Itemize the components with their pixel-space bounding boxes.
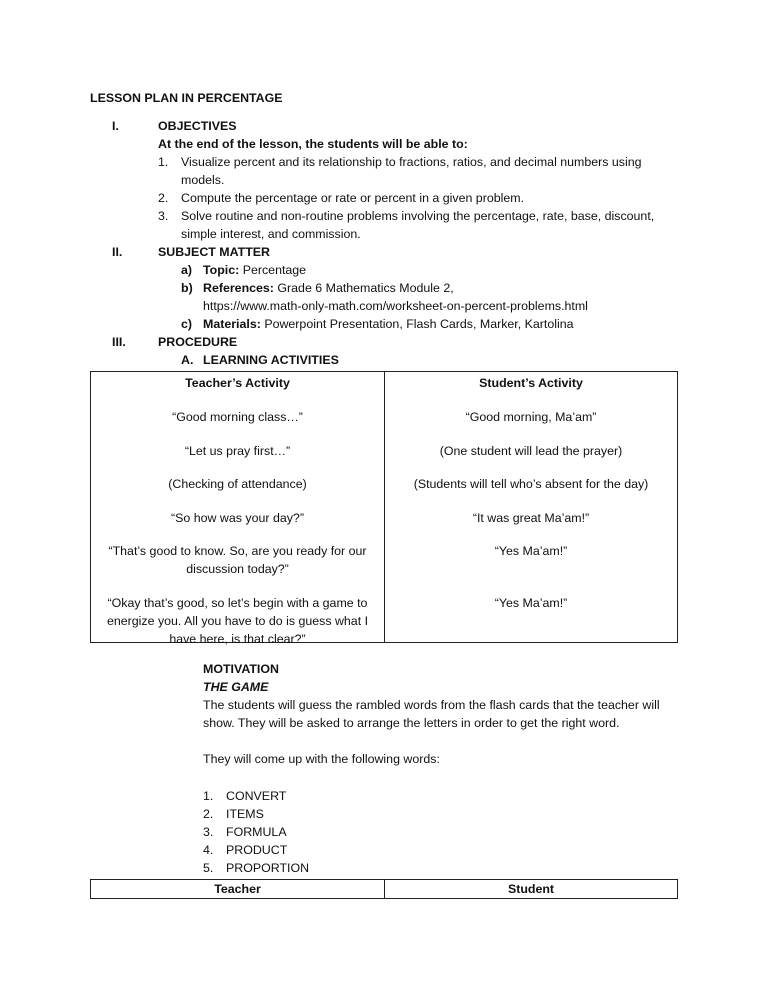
subsection-letter: A. (181, 353, 194, 367)
teacher-line: “That’s good to know. So, are you ready for our discussion today?” (108, 544, 367, 576)
section-heading-objectives: OBJECTIVES (158, 119, 237, 133)
objective-number: 3. (158, 209, 169, 223)
word-item: FORMULA (226, 825, 287, 839)
student-line: “It was great Ma’am!” (472, 511, 590, 525)
header-student: Student (507, 882, 555, 896)
student-line: (One student will lead the prayer) (439, 444, 623, 458)
teacher-line: “Good morning class…” (172, 410, 303, 424)
motivation-heading: MOTIVATION (203, 662, 279, 676)
objective-text: Solve routine and non-routine problems involving the percentage, rate, base, discount, (181, 209, 655, 223)
subject-item-letter: a) (181, 263, 193, 277)
words-lead: They will come up with the following words: (203, 752, 440, 766)
subject-item-label: Materials: (203, 317, 261, 331)
objective-text-continued: simple interest, and commission. (181, 227, 361, 241)
subsection-heading: LEARNING ACTIVITIES (203, 353, 339, 367)
page-title: LESSON PLAN IN PERCENTAGE (90, 91, 283, 105)
section-heading-procedure: PROCEDURE (158, 335, 238, 349)
header-teacher-activity: Teacher’s Activity (185, 376, 290, 390)
objective-number: 1. (158, 155, 169, 169)
subject-item-value: Grade 6 Mathematics Module 2, (277, 281, 454, 295)
section-heading-subject-matter: SUBJECT MATTER (158, 245, 270, 259)
word-item: ITEMS (226, 807, 264, 821)
subject-item-letter: c) (181, 317, 193, 331)
teacher-line: (Checking of attendance) (168, 477, 307, 491)
word-item: CONVERT (226, 789, 287, 803)
student-line: (Students will tell who’s absent for the day) (413, 477, 649, 491)
subject-item-value: Powerpoint Presentation, Flash Cards, Marker, Kartolina (264, 317, 574, 331)
subject-item-label: References: (203, 281, 274, 295)
subject-item-topic (203, 263, 306, 277)
motivation-paragraph: The students will guess the rambled words from the flash cards that the teacher will (203, 698, 660, 712)
header-student-activity: Student’s Activity (479, 376, 583, 390)
word-number: 1. (203, 789, 214, 803)
objective-text: Visualize percent and its relationship to fractions, ratios, and decimal numbers using (181, 155, 642, 169)
header-teacher: Teacher (214, 882, 261, 896)
student-line: “Good morning, Ma’am” (465, 410, 597, 424)
activity-table (90, 371, 678, 646)
word-item: PRODUCT (226, 843, 288, 857)
objectives-intro: At the end of the lesson, the students will be able to: (158, 137, 468, 151)
reference-url: https://www.math-only-math.com/worksheet-on-percent-problems.html (203, 299, 588, 313)
teacher-line: “Okay that’s good, so let’s begin with a game to energize you. All you have to do is guess what I have here, is that clear?” (106, 596, 369, 646)
subject-item-letter: b) (181, 281, 193, 295)
teacher-line: “Let us pray first…” (184, 444, 291, 458)
subject-item-materials (203, 317, 574, 331)
section-numeral-procedure: III. (112, 335, 126, 349)
subject-item-value: Percentage (242, 263, 307, 277)
game-title: THE GAME (203, 680, 269, 694)
student-line: “Yes Ma’am!” (494, 596, 568, 610)
teacher-student-table (90, 879, 678, 899)
section-numeral-objectives: I. (112, 119, 119, 133)
section-numeral-subject-matter: II. (112, 245, 123, 259)
subject-item-references (203, 281, 454, 295)
objective-number: 2. (158, 191, 169, 205)
subject-item-label: Topic: (203, 263, 240, 277)
word-number: 4. (203, 843, 214, 857)
teacher-line: “So how was your day?” (171, 511, 304, 525)
student-line: “Yes Ma’am!” (494, 544, 568, 558)
word-number: 3. (203, 825, 214, 839)
objective-text-continued: models. (181, 173, 225, 187)
word-number: 2. (203, 807, 214, 821)
word-item: PROPORTION (226, 861, 310, 875)
objective-text: Compute the percentage or rate or percent in a given problem. (181, 191, 525, 205)
word-number: 5. (203, 861, 214, 875)
motivation-paragraph-continued: show. They will be asked to arrange the letters in order to get the right word. (203, 716, 620, 730)
